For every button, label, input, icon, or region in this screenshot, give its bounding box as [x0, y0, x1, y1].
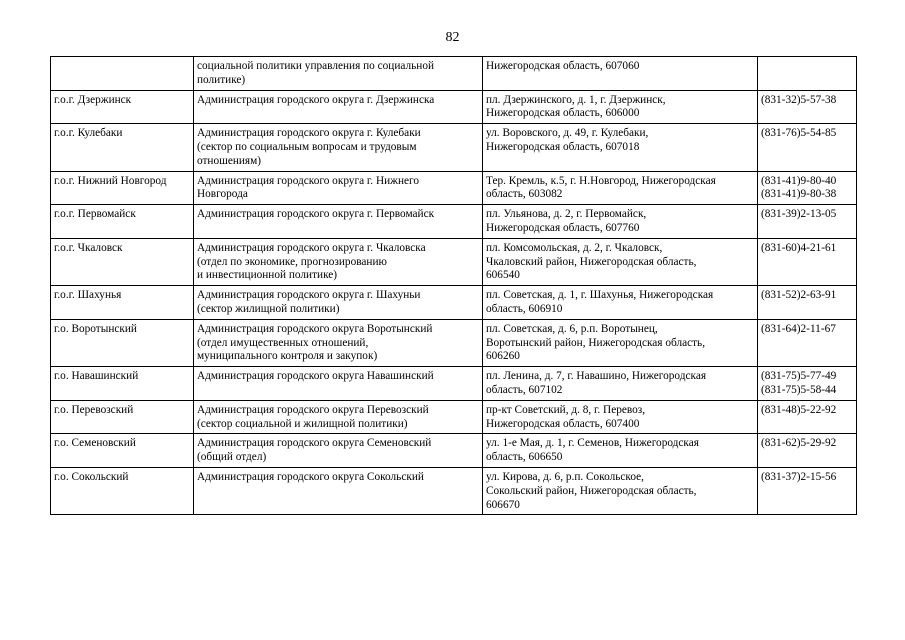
phone-cell — [758, 319, 857, 366]
organization-cell-line: Новгорода — [197, 188, 248, 201]
phone-cell-line: (831-62)5-29-92 — [761, 437, 837, 450]
organization-cell-line: Администрация городского округа г. Кулебаки — [197, 127, 421, 140]
organization-cell — [194, 90, 483, 124]
district-cell-line: г.о.г. Чкаловск — [54, 241, 123, 254]
address-cell — [483, 238, 758, 285]
address-cell — [483, 319, 758, 366]
phone-cell — [758, 238, 857, 285]
district-cell — [51, 90, 194, 124]
district-cell — [51, 467, 194, 514]
address-cell-line: область, 607102 — [486, 383, 563, 396]
district-cell — [51, 434, 194, 468]
phone-cell-line: (831-76)5-54-85 — [761, 127, 837, 140]
phone-cell — [758, 171, 857, 205]
phone-cell — [758, 367, 857, 401]
organization-cell-line: Администрация городского округа Перевозский — [197, 403, 429, 416]
phone-cell — [758, 467, 857, 514]
organization-cell-line: Администрация городского округа г. Дзержинска — [197, 93, 435, 106]
table-body — [51, 57, 857, 515]
district-cell — [51, 367, 194, 401]
phone-cell — [758, 434, 857, 468]
phone-cell-line: (831-41)9-80-40 — [761, 174, 837, 187]
organization-cell — [194, 434, 483, 468]
phone-cell-line: (831-41)9-80-38 — [761, 188, 837, 201]
organization-cell-line: и инвестиционной политике) — [197, 269, 338, 282]
district-cell — [51, 238, 194, 285]
address-cell-line: Нижегородская область, 607400 — [486, 417, 640, 430]
organization-cell — [194, 467, 483, 514]
address-cell-line: Нижегородская область, 607060 — [486, 60, 640, 72]
district-cell — [51, 57, 194, 91]
organization-cell-line: муниципального контроля и закупок) — [197, 350, 378, 363]
organization-cell-line: (сектор по социальным вопросам и трудовым — [197, 140, 417, 153]
page-number: 82 — [445, 30, 460, 45]
district-cell-line: г.о. Навашинский — [54, 370, 139, 383]
phone-cell-line: (831-32)5-57-38 — [761, 93, 837, 106]
table-row — [51, 286, 857, 320]
organization-cell-line: Администрация городского округа г. Чкаловска — [197, 241, 426, 254]
district-cell-line: г.о. Воротынский — [54, 322, 137, 335]
address-cell-line: область, 606910 — [486, 302, 563, 315]
phone-cell — [758, 57, 857, 91]
organization-cell-line: (отдел имущественных отношений, — [197, 336, 369, 349]
organization-cell — [194, 286, 483, 320]
table-row — [51, 57, 857, 91]
district-cell — [51, 124, 194, 171]
address-cell — [483, 434, 758, 468]
table-row — [51, 467, 857, 514]
organization-cell — [194, 124, 483, 171]
phone-cell-line: (831-39)2-13-05 — [761, 208, 837, 221]
address-cell-line: Воротынский район, Нижегородская область, — [486, 336, 706, 349]
address-cell-line: пл. Комсомольская, д. 2, г. Чкаловск, — [486, 241, 663, 254]
address-cell — [483, 124, 758, 171]
organization-cell — [194, 205, 483, 239]
address-cell-line: пр-кт Советский, д. 8, г. Перевоз, — [486, 403, 646, 416]
table-row — [51, 205, 857, 239]
address-cell — [483, 400, 758, 434]
organization-cell — [194, 57, 483, 91]
phone-cell-line: (831-75)5-77-49 — [761, 370, 837, 383]
organization-cell-line: социальной политики управления по социальной — [197, 60, 435, 72]
table-row — [51, 238, 857, 285]
organization-cell-line: (сектор социальной и жилищной политики) — [197, 417, 408, 430]
address-cell-line: ул. Кирова, д. 6, р.п. Сокольское, — [486, 470, 644, 483]
address-cell-line: Нижегородская область, 606000 — [486, 107, 640, 120]
address-cell-line: ул. 1-е Мая, д. 1, г. Семенов, Нижегородская — [486, 437, 699, 450]
address-cell-line: пл. Ленина, д. 7, г. Навашино, Нижегородская — [486, 370, 707, 383]
organization-cell-line: Администрация городского округа Семеновский — [197, 437, 432, 450]
phone-cell-line: (831-75)5-58-44 — [761, 383, 837, 396]
address-cell-line: ул. Воровского, д. 49, г. Кулебаки, — [486, 127, 649, 140]
address-cell-line: 606260 — [486, 350, 520, 363]
district-cell-line: г.о.г. Первомайск — [54, 208, 136, 221]
organization-cell-line: Администрация городского округа Навашинский — [197, 370, 434, 383]
table-row — [51, 171, 857, 205]
organization-cell-line: (общий отдел) — [197, 451, 267, 464]
phone-cell — [758, 205, 857, 239]
phone-cell — [758, 286, 857, 320]
address-cell-line: Нижегородская область, 607760 — [486, 221, 640, 234]
district-cell-line: г.о.г. Шахунья — [54, 289, 122, 302]
organization-cell-line: политике) — [197, 73, 246, 86]
address-cell — [483, 467, 758, 514]
address-cell-line: пл. Советская, д. 1, г. Шахунья, Нижегородская — [486, 289, 714, 302]
address-cell-line: пл. Ульянова, д. 2, г. Первомайск, — [486, 208, 647, 221]
organization-cell-line: Администрация городского округа Сокольский — [197, 470, 424, 483]
address-cell — [483, 205, 758, 239]
district-cell-line: г.о.г. Дзержинск — [54, 93, 132, 106]
district-cell — [51, 400, 194, 434]
table-row — [51, 400, 857, 434]
contacts-table — [50, 56, 857, 515]
table-row — [51, 124, 857, 171]
organization-cell-line: (отдел по экономике, прогнозированию — [197, 255, 387, 268]
organization-cell — [194, 319, 483, 366]
organization-cell-line: Администрация городского округа Воротынский — [197, 322, 433, 335]
phone-cell-line — [761, 60, 853, 74]
district-cell-line: г.о.г. Нижний Новгород — [54, 174, 167, 187]
phone-cell — [758, 400, 857, 434]
address-cell — [483, 90, 758, 124]
district-cell — [51, 205, 194, 239]
address-cell-line: 606670 — [486, 498, 520, 511]
organization-cell — [194, 367, 483, 401]
organization-cell-line: отношениям) — [197, 154, 262, 167]
organization-cell — [194, 171, 483, 205]
district-cell-line — [54, 60, 190, 74]
table-row — [51, 90, 857, 124]
organization-cell-line: Администрация городского округа г. Первомайск — [197, 208, 435, 221]
district-cell-line: г.о. Сокольский — [54, 470, 129, 483]
district-cell — [51, 319, 194, 366]
address-cell-line: пл. Советская, д. 6, р.п. Воротынец, — [486, 322, 658, 335]
organization-cell — [194, 400, 483, 434]
address-cell-line: 606540 — [486, 269, 520, 282]
district-cell — [51, 286, 194, 320]
address-cell-line: Нижегородская область, 607018 — [486, 140, 640, 153]
address-cell — [483, 57, 758, 91]
phone-cell-line: (831-48)5-22-92 — [761, 403, 837, 416]
phone-cell-line: (831-52)2-63-91 — [761, 289, 837, 302]
district-cell-line: г.о.г. Кулебаки — [54, 127, 123, 140]
address-cell-line: Тер. Кремль, к.5, г. Н.Новгород, Нижегородская — [486, 174, 716, 187]
address-cell-line: область, 603082 — [486, 188, 563, 201]
address-cell-line: Сокольский район, Нижегородская область, — [486, 484, 697, 497]
address-cell — [483, 286, 758, 320]
organization-cell — [194, 238, 483, 285]
phone-cell — [758, 124, 857, 171]
district-cell-line: г.о. Перевозский — [54, 403, 134, 416]
phone-cell — [758, 90, 857, 124]
address-cell-line: пл. Дзержинского, д. 1, г. Дзержинск, — [486, 93, 666, 106]
organization-cell-line: Администрация городского округа г. Нижнего — [197, 174, 420, 187]
phone-cell-line: (831-60)4-21-61 — [761, 241, 837, 254]
table-row — [51, 367, 857, 401]
district-cell — [51, 171, 194, 205]
address-cell — [483, 367, 758, 401]
phone-cell-line: (831-37)2-15-56 — [761, 470, 837, 483]
phone-cell-line: (831-64)2-11-67 — [761, 322, 836, 335]
table-row — [51, 434, 857, 468]
district-cell-line: г.о. Семеновский — [54, 437, 136, 450]
address-cell-line: Чкаловский район, Нижегородская область, — [486, 255, 697, 268]
address-cell-line: область, 606650 — [486, 451, 563, 464]
organization-cell-line: Администрация городского округа г. Шахуньи — [197, 289, 421, 302]
organization-cell-line: (сектор жилищной политики) — [197, 302, 340, 315]
address-cell — [483, 171, 758, 205]
table-row — [51, 319, 857, 366]
